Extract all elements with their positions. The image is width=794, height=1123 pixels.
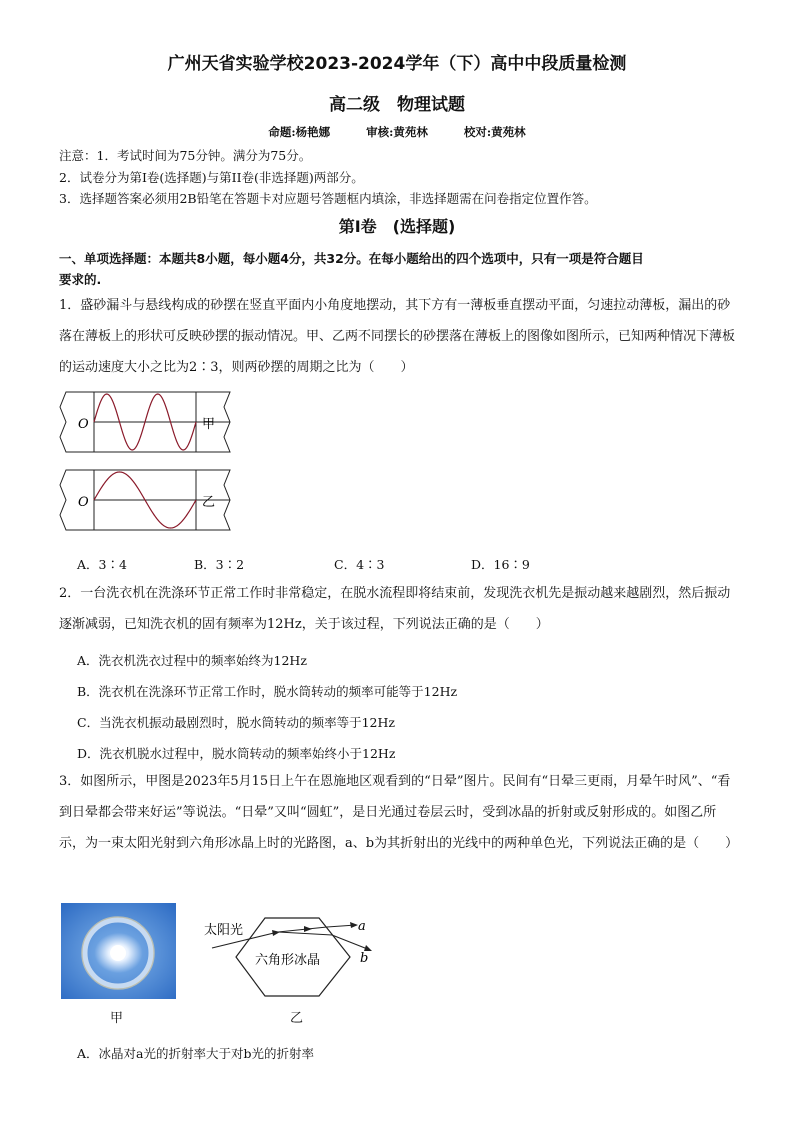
exam-credits: [0, 124, 794, 140]
origin-label-top: O: [78, 417, 89, 432]
proofreader: 校对:黄苑林: [463, 125, 526, 139]
question-2-stem: 2．一台洗衣机在洗涤环节正常工作时非常稳定，在脱水流程即将结束前，发现洗衣机先是振动越来越剧烈，然后振动逐渐减弱，已知洗衣机的固有频率为12Hz，关于该过程，下列说法正确的是（ ）: [59, 586, 731, 632]
note-3: 3．选择题答案必须用2B铅笔在答题卡对应题号答题框内填涂，非选择题需在问卷指定位置作答。: [59, 191, 597, 206]
sun-halo-photo: [61, 903, 176, 999]
reviewer: 审核:黄苑林: [366, 125, 428, 139]
ray-a-label: a: [358, 919, 366, 934]
photo-label-jia: 甲: [110, 1011, 124, 1026]
diagram-label-yi: 乙: [290, 1011, 304, 1026]
label-yi: 乙: [202, 495, 216, 510]
origin-label-bottom: O: [78, 495, 89, 510]
note-1: 注意：1．考试时间为75分钟。满分为75分。: [59, 148, 312, 163]
exam-title: 广州天省实验学校2023-2024学年（下）高中中段质量检测: [167, 54, 627, 74]
part-instructions-line2: 要求的.: [59, 272, 102, 287]
label-jia: 甲: [202, 417, 216, 432]
q2-option-d[interactable]: D．洗衣机脱水过程中，脱水筒转动的频率始终小于12Hz: [77, 746, 396, 761]
q1-option-d[interactable]: D．16∶9: [471, 557, 530, 572]
question-3-stem: 3．如图所示，甲图是2023年5月15日上午在恩施地区观看到的“日晕”图片。民间有“日晕三更雨，月晕午时风”、“看到日晕都会带来好运”等说法。“日晕”又叫“圆虹”，是日光通过卷层云时，受到冰晶的折射或反射形成的。如图乙所示，为一束太阳光射到六角形冰晶上时的光路图，a、b为其折射出的光线中的两种单色光，下列说法正确的是（ ）: [59, 774, 739, 851]
note-2: 2．试卷分为第Ⅰ卷(选择题)与第II卷(非选择题)两部分。: [59, 170, 364, 185]
q1-option-b[interactable]: B．3∶2: [194, 557, 245, 572]
q2-option-a[interactable]: A．洗衣机洗衣过程中的频率始终为12Hz: [77, 653, 307, 668]
ice-crystal-diagram: [200, 905, 390, 1005]
sand-pendulum-figure: [58, 388, 238, 548]
sunlight-label: 太阳光: [204, 923, 244, 938]
q3-option-a[interactable]: A．冰晶对a光的折射率大于对b光的折射率: [77, 1046, 314, 1061]
ray-b-label: b: [360, 951, 369, 966]
author: 命题:杨艳娜: [268, 125, 331, 139]
q2-option-c[interactable]: C．当洗衣机振动最剧烈时，脱水筒转动的频率等于12Hz: [77, 715, 395, 730]
exam-subtitle: 高二级 物理试题: [329, 95, 465, 115]
part-instructions-line1: 一、单项选择题：本题共8小题，每小题4分，共32分。在每小题给出的四个选项中，只有一项是符合题目: [59, 251, 644, 266]
crystal-label: 六角形冰晶: [255, 953, 321, 968]
q1-option-c[interactable]: C．4∶3: [334, 557, 385, 572]
question-1-stem: 1．盛砂漏斗与悬线构成的砂摆在竖直平面内小角度地摆动，其下方有一薄板垂直摆动平面，匀速拉动薄板，漏出的砂落在薄板上的形状可反映砂摆的振动情况。甲、乙两不同摆长的砂摆落在薄板上的图像如图所示，已知两种情况下薄板的运动速度大小之比为2∶3，则两砂摆的周期之比为（ ）: [59, 298, 736, 375]
section-title: 第Ⅰ卷 (选择题): [338, 217, 456, 236]
q1-option-a[interactable]: A．3∶4: [77, 557, 127, 572]
q2-option-b[interactable]: B．洗衣机在洗涤环节正常工作时，脱水筒转动的频率可能等于12Hz: [77, 684, 458, 699]
